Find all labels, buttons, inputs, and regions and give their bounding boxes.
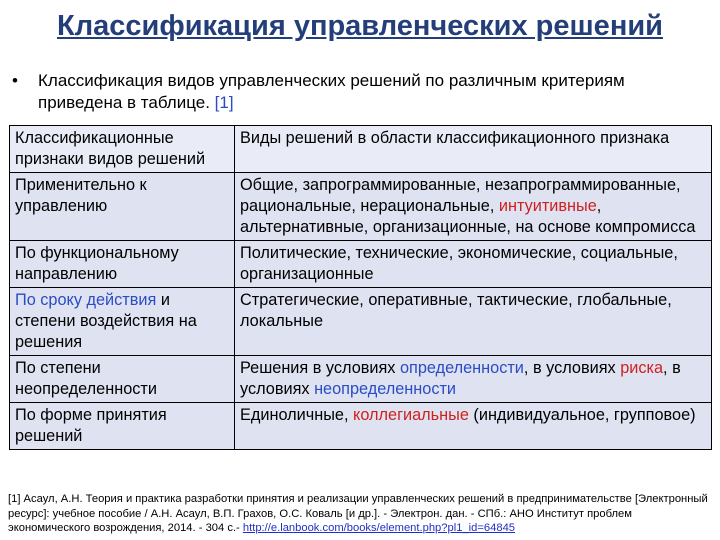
highlight-red: риска (620, 359, 664, 377)
footnote-text: [1] Асаул, А.Н. Теория и практика разработки принятия и реализации управленческих решений в предпринимательстве [Электронный ресурс]: учебное пособие / А.Н. Асаул, В.П. Грахов, О.С. Коваль [и др.]. - Электрон. дан. - СПб.: АНО Институт проблем экономического возрождения, 2014. - 304 с.- (8, 493, 708, 534)
intro-text: Классификация видов управленческих решений по различным критериям приведена в таблице. (38, 71, 625, 112)
highlight-blue: неопределенности (314, 380, 457, 398)
row-types-text: Общие, запрограммированные, незапрограммированные, рациональные, нерациональные, (240, 176, 681, 215)
classification-table (9, 125, 712, 450)
row-criteria: Применительно к управлению (10, 173, 235, 241)
row-types (235, 356, 712, 403)
row-criteria (10, 288, 235, 356)
row-types: Политические, технические, экономические, социальные, организационные (235, 241, 712, 288)
intro-text-block (38, 70, 700, 114)
row-criteria-text: и степени воздействия на решения (15, 291, 197, 351)
row-types-text: Единоличные, (240, 406, 354, 424)
row-types-text: , в условиях (240, 359, 681, 398)
row-types (235, 403, 712, 450)
row-types (235, 173, 712, 241)
intro-reference: [1] (214, 93, 234, 112)
row-types-text: (индивидуальное, групповое) (468, 406, 696, 424)
row-criteria: По степени неопределенности (10, 356, 235, 403)
table-row (10, 173, 712, 241)
intro-paragraph (10, 70, 700, 114)
header-criteria: Классификационные признаки видов решений (10, 126, 235, 173)
highlight-blue: По сроку действия (15, 291, 157, 309)
table-row (10, 356, 712, 403)
table-row (10, 403, 712, 450)
row-criteria: По функциональному направлению (10, 241, 235, 288)
highlight-blue: определенности (399, 359, 524, 377)
table-row (10, 288, 712, 356)
header-types: Виды решений в области классификационного признака (235, 126, 712, 173)
row-types-text: , в условиях (523, 359, 621, 377)
row-types-text: Решения в условиях (240, 359, 400, 377)
highlight-red: интуитивные (498, 197, 597, 215)
footnote-link[interactable]: http://e.lanbook.com/books/element.php?pl1_id=64845 (242, 522, 516, 534)
bullet-icon: • (12, 71, 18, 90)
table-header-row (10, 126, 712, 173)
page-title: Классификация управленческих решений (57, 10, 663, 42)
footnote (8, 492, 716, 536)
row-criteria: По форме принятия решений (10, 403, 235, 450)
table-row (10, 241, 712, 288)
row-types: Стратегические, оперативные, тактические, глобальные, локальные (235, 288, 712, 356)
row-types-text: , альтернативные, организационные, на основе компромисса (240, 197, 696, 236)
highlight-red: коллегиальные (353, 406, 469, 424)
